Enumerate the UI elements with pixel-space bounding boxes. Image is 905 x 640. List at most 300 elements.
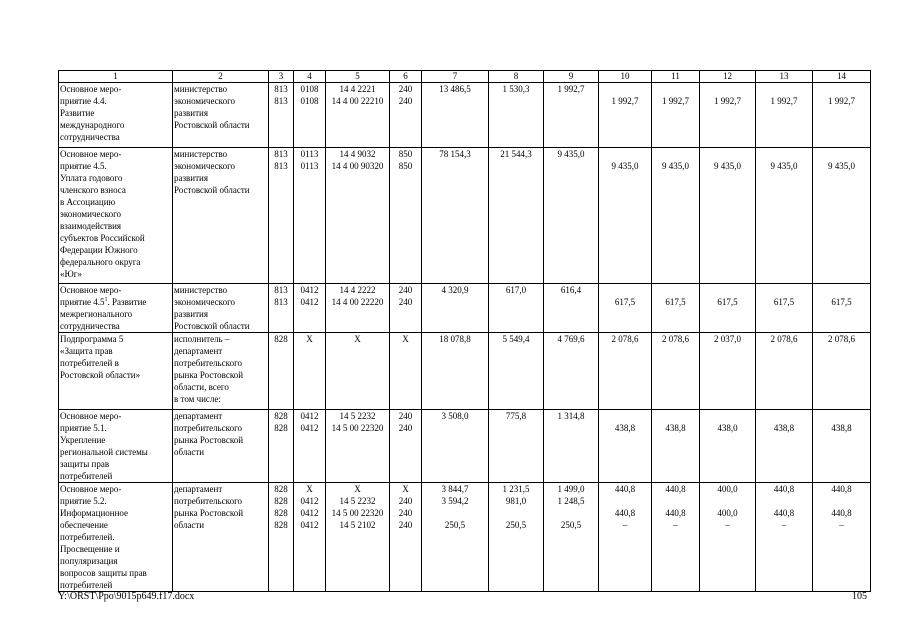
total-cell: [422, 483, 489, 592]
cell-line: [757, 83, 811, 95]
cell-line: 14 5 2232: [339, 411, 376, 421]
header-cell: 11: [652, 71, 700, 83]
cell-line: экономического: [60, 209, 122, 219]
cell-line: [757, 284, 811, 296]
superscript: 1: [104, 297, 108, 303]
cell-line: сотрудничества: [60, 132, 120, 142]
year-value-cell: [544, 284, 599, 333]
cell-line: Ростовской области: [174, 321, 250, 331]
header-row: [59, 71, 871, 83]
cell-line: субъектов Российской: [60, 233, 145, 243]
cell-line: 828: [274, 334, 288, 344]
cell-line: 0113: [300, 149, 319, 159]
cell-line: 0412: [300, 297, 319, 307]
cell-line: «Защита прав: [60, 346, 113, 356]
cell-line: 775,8: [505, 411, 527, 421]
cell-line: 14 5 00 22320: [331, 508, 384, 518]
cell-line: министерство: [174, 285, 228, 295]
cell-line: [490, 507, 542, 519]
cell-line: межрегионального: [60, 309, 133, 319]
budget-table: [58, 70, 871, 592]
cell-line: 2 037,0: [714, 334, 741, 344]
header-cell: 12: [700, 71, 756, 83]
cell-line: 4 769,6: [557, 334, 585, 344]
header-cell: 3: [269, 71, 294, 83]
cell-line: 14 5 2232: [339, 496, 376, 506]
responsible-org-cell: [173, 148, 269, 284]
cell-line: 1 992,7: [714, 96, 741, 106]
cell-line: 440,8: [665, 484, 686, 494]
cell-line: 440,8: [831, 508, 852, 518]
cell-line: X: [354, 334, 361, 344]
cell-line: 438,8: [614, 423, 636, 433]
cell-line: 2 078,6: [828, 334, 855, 344]
total-cell: [422, 83, 489, 148]
year-value-cell: [700, 284, 756, 333]
table-row: [59, 83, 871, 148]
csr-cell: [326, 284, 390, 333]
cell-line: 0412: [300, 285, 319, 295]
rzpr-cell: [294, 284, 326, 333]
cell-line: Укрепление: [60, 435, 106, 445]
cell-line: 1 231,5: [502, 484, 530, 494]
cell-line: 828: [274, 411, 288, 421]
cell-text: приятие 4.5: [60, 297, 105, 307]
cell-line: 240: [398, 84, 413, 94]
cell-line: 2 078,6: [611, 334, 639, 344]
cell-line: департамент: [174, 346, 223, 356]
rzpr-cell: [294, 83, 326, 148]
cell-line: [701, 148, 754, 160]
cell-line: 13 486,5: [439, 84, 471, 94]
header-cell: 7: [422, 71, 489, 83]
cell-line: потребителей: [60, 580, 113, 590]
year-value-cell: [756, 148, 813, 284]
header-cell: 9: [544, 71, 599, 83]
cell-line: потребительского: [174, 496, 243, 506]
cell-line: [653, 148, 698, 160]
year-value-cell: [756, 333, 813, 410]
cell-line: 828: [274, 520, 288, 530]
cell-line: Ростовской области: [174, 120, 250, 130]
cell-line: 617,5: [665, 297, 686, 307]
cell-line: в том числе:: [174, 394, 221, 404]
cell-line: 440,8: [665, 508, 686, 518]
year-value-cell: [599, 410, 652, 483]
cell-line: 813: [274, 297, 288, 307]
year-value-cell: [544, 333, 599, 410]
cell-line: 438,0: [717, 423, 738, 433]
cell-line: [757, 410, 811, 422]
cell-line: 1 992,7: [611, 96, 639, 106]
cell-line: 0108: [300, 84, 319, 94]
cell-line: Развитие: [60, 108, 95, 118]
total-cell: [422, 148, 489, 284]
cell-line: Просвещение и: [60, 544, 120, 554]
vr-cell: [390, 284, 422, 333]
cell-line: федерального округа: [60, 257, 141, 267]
cell-line: приятие 5.1.: [60, 423, 107, 433]
header-cell: 8: [489, 71, 544, 83]
cell-line: 1 530,3: [502, 84, 530, 94]
cell-line: [814, 410, 869, 422]
cell-line: 981,0: [505, 496, 527, 506]
cell-line: –: [725, 520, 730, 530]
csr-cell: [326, 148, 390, 284]
cell-line: 0412: [300, 496, 319, 506]
cell-line: 240: [398, 411, 413, 421]
cell-line: 617,5: [831, 297, 852, 307]
cell-line: приятие 4.4.: [60, 96, 107, 106]
cell-line: потребителей: [60, 471, 113, 481]
cell-line: 14 4 00 90320: [331, 161, 384, 171]
total-cell: [422, 410, 489, 483]
year-value-cell: [652, 284, 700, 333]
cell-line: 3 594,2: [441, 496, 469, 506]
year-value-cell: [756, 483, 813, 592]
grbs-cell: [269, 410, 294, 483]
grbs-cell: [269, 148, 294, 284]
cell-line: [600, 284, 650, 296]
cell-line: [814, 495, 869, 507]
cell-line: 813: [274, 96, 288, 106]
cell-line: 250,5: [560, 520, 582, 530]
cell-line: 9 435,0: [611, 161, 639, 171]
cell-line: 240: [398, 285, 413, 295]
year-value-cell: [756, 83, 813, 148]
cell-line: 400,0: [717, 484, 738, 494]
cell-line: 3 508,0: [441, 411, 469, 421]
cell-line: рынка Ростовской: [174, 508, 244, 518]
cell-line: Основное меро-: [60, 411, 122, 421]
year-value-cell: [652, 148, 700, 284]
cell-line: 14 4 2221: [339, 84, 376, 94]
cell-line: 438,8: [665, 423, 686, 433]
year-value-cell: [756, 284, 813, 333]
header-cell: 14: [813, 71, 871, 83]
cell-line: [600, 410, 650, 422]
vr-cell: [390, 483, 422, 592]
cell-line: 0412: [300, 520, 319, 530]
cell-text: . Развитие: [107, 297, 147, 307]
cell-line: [653, 410, 698, 422]
total-cell: [422, 333, 489, 410]
year-value-cell: [700, 148, 756, 284]
header-cell: 4: [294, 71, 326, 83]
cell-line: [701, 83, 754, 95]
table-row: [59, 333, 871, 410]
cell-line: 250,5: [505, 520, 527, 530]
cell-line: 4 320,9: [441, 285, 469, 295]
cell-line: 21 544,3: [500, 149, 532, 159]
cell-line: 240: [398, 508, 413, 518]
csr-cell: [326, 333, 390, 410]
cell-line: вопросов защиты прав: [60, 568, 147, 578]
year-value-cell: [489, 148, 544, 284]
cell-line: области: [174, 447, 205, 457]
cell-line: 828: [274, 496, 288, 506]
cell-line: 14 5 00 22320: [331, 423, 384, 433]
year-value-cell: [813, 483, 871, 592]
cell-line: X: [402, 484, 409, 494]
cell-line: 813: [274, 285, 288, 295]
grbs-cell: [269, 333, 294, 410]
cell-line: Ростовской области»: [60, 370, 141, 380]
responsible-org-cell: [173, 333, 269, 410]
cell-line: 1 992,7: [770, 96, 798, 106]
year-value-cell: [544, 410, 599, 483]
responsible-org-cell: [173, 483, 269, 592]
cell-line: [701, 410, 754, 422]
cell-line: Уплата годового: [60, 173, 123, 183]
cell-line: 617,5: [773, 297, 795, 307]
grbs-cell: [269, 284, 294, 333]
cell-line: Основное меро-: [60, 285, 122, 295]
cell-line: области: [174, 520, 205, 530]
cell-line: –: [673, 520, 678, 530]
vr-cell: [390, 410, 422, 483]
cell-line: [814, 83, 869, 95]
year-value-cell: [813, 333, 871, 410]
event-name-cell: [59, 410, 173, 483]
cell-line: [653, 284, 698, 296]
year-value-cell: [599, 148, 652, 284]
cell-line: [600, 83, 650, 95]
cell-line: [701, 284, 754, 296]
year-value-cell: [813, 284, 871, 333]
cell-line: 813: [274, 149, 288, 159]
cell-line: 828: [274, 423, 288, 433]
cell-line: сотрудничества: [60, 321, 120, 331]
cell-line: популяризация: [60, 556, 118, 566]
cell-line: экономического: [174, 297, 236, 307]
cell-line: 1 248,5: [557, 496, 585, 506]
year-value-cell: [544, 83, 599, 148]
year-value-cell: [489, 284, 544, 333]
cell-line: Ростовской области: [174, 185, 250, 195]
year-value-cell: [489, 83, 544, 148]
cell-line: потребителей в: [60, 358, 119, 368]
cell-line: [814, 148, 869, 160]
cell-line: 828: [274, 484, 288, 494]
cell-line: [757, 148, 811, 160]
cell-line: 9 435,0: [557, 149, 585, 159]
csr-cell: [326, 83, 390, 148]
cell-line: 0108: [300, 96, 319, 106]
header-cell: 5: [326, 71, 390, 83]
cell-line: потребителей.: [60, 532, 115, 542]
cell-line: X: [354, 484, 361, 494]
responsible-org-cell: [173, 284, 269, 333]
vr-cell: [390, 333, 422, 410]
cell-line: 2 078,6: [770, 334, 798, 344]
cell-line: 0412: [300, 411, 319, 421]
cell-line: 14 4 9032: [339, 149, 376, 159]
cell-line: международного: [60, 120, 125, 130]
cell-line: [423, 507, 487, 519]
cell-line: 440,8: [773, 484, 795, 494]
csr-cell: [326, 483, 390, 592]
cell-line: 400,0: [717, 508, 738, 518]
cell-line: 440,8: [614, 484, 636, 494]
cell-line: департамент: [174, 484, 223, 494]
cell-line: 1 314,8: [557, 411, 585, 421]
table-row: [59, 483, 871, 592]
cell-line: развития: [174, 309, 209, 319]
cell-line: 440,8: [614, 508, 636, 518]
cell-line: рынка Ростовской: [174, 370, 244, 380]
page-number: 105: [852, 591, 867, 602]
cell-line: 9 435,0: [714, 161, 741, 171]
responsible-org-cell: [173, 410, 269, 483]
header-cell: 2: [173, 71, 269, 83]
cell-line: 1 992,7: [557, 84, 585, 94]
table-row: [59, 148, 871, 284]
cell-line: в Ассоциацию: [60, 197, 116, 207]
year-value-cell: [599, 284, 652, 333]
cell-line: 240: [398, 297, 413, 307]
cell-line: 828: [274, 508, 288, 518]
cell-line: приятие 4.5.: [60, 161, 107, 171]
cell-line: приятие 5.2.: [60, 496, 107, 506]
cell-line: 850: [398, 149, 413, 159]
cell-line: Основное меро-: [60, 84, 122, 94]
cell-line: экономического: [174, 161, 236, 171]
header-cell: 6: [390, 71, 422, 83]
cell-line: Основное меро-: [60, 149, 122, 159]
year-value-cell: [700, 83, 756, 148]
cell-line: 14 4 00 22220: [331, 297, 384, 307]
cell-line: 1 992,7: [828, 96, 855, 106]
cell-line: 18 078,8: [439, 334, 471, 344]
cell-line: 240: [398, 520, 413, 530]
event-name-cell: [59, 148, 173, 284]
event-name-cell: [59, 284, 173, 333]
cell-line: Федерации Южного: [60, 245, 138, 255]
cell-line: [757, 495, 811, 507]
cell-line: 440,8: [773, 508, 795, 518]
cell-line: 617,5: [614, 297, 636, 307]
cell-line: департамент: [174, 411, 223, 421]
cell-line: X: [306, 484, 313, 494]
cell-line: защиты прав: [60, 459, 110, 469]
cell-line: 240: [398, 423, 413, 433]
year-value-cell: [489, 410, 544, 483]
csr-cell: [326, 410, 390, 483]
cell-line: 250,5: [444, 520, 466, 530]
cell-line: Основное меро-: [60, 484, 122, 494]
vr-cell: [390, 148, 422, 284]
rzpr-cell: [294, 148, 326, 284]
year-value-cell: [652, 333, 700, 410]
cell-line: 438,8: [831, 423, 852, 433]
grbs-cell: [269, 83, 294, 148]
cell-line: региональной системы: [60, 447, 148, 457]
cell-line: 5 549,4: [502, 334, 530, 344]
year-value-cell: [489, 333, 544, 410]
cell-line: [653, 495, 698, 507]
cell-line: 1 992,7: [662, 96, 689, 106]
event-name-cell: [59, 483, 173, 592]
year-value-cell: [700, 333, 756, 410]
cell-line: 14 4 00 22210: [331, 96, 384, 106]
cell-line: министерство: [174, 84, 228, 94]
cell-line: [600, 495, 650, 507]
cell-line: исполнитель –: [174, 334, 230, 344]
year-value-cell: [489, 483, 544, 592]
vr-cell: [390, 83, 422, 148]
year-value-cell: [652, 83, 700, 148]
cell-line: [60, 296, 171, 308]
cell-line: 240: [398, 96, 413, 106]
cell-line: 9 435,0: [770, 161, 798, 171]
responsible-org-cell: [173, 83, 269, 148]
cell-line: взаимодействия: [60, 221, 122, 231]
cell-line: 9 435,0: [662, 161, 689, 171]
cell-line: потребительского: [174, 358, 243, 368]
file-path: Y:\ORST\Ppo\9015p649.f17.docx: [58, 591, 195, 602]
cell-line: 616,4: [560, 285, 582, 295]
cell-line: –: [622, 520, 628, 530]
cell-line: 813: [274, 84, 288, 94]
cell-line: 240: [398, 496, 413, 506]
cell-line: развития: [174, 108, 209, 118]
cell-line: Информационное: [60, 508, 129, 518]
year-value-cell: [652, 410, 700, 483]
year-value-cell: [756, 410, 813, 483]
cell-line: 617,5: [717, 297, 738, 307]
rzpr-cell: [294, 483, 326, 592]
cell-line: 0412: [300, 423, 319, 433]
cell-line: X: [402, 334, 409, 344]
rzpr-cell: [294, 333, 326, 410]
header-cell: 10: [599, 71, 652, 83]
year-value-cell: [599, 483, 652, 592]
cell-line: развития: [174, 173, 209, 183]
cell-line: 617,0: [505, 285, 527, 295]
cell-line: 14 5 2102: [339, 520, 376, 530]
year-value-cell: [700, 410, 756, 483]
year-value-cell: [813, 83, 871, 148]
cell-line: 1 499,0: [557, 484, 585, 494]
cell-line: [653, 83, 698, 95]
cell-line: X: [306, 334, 313, 344]
year-value-cell: [544, 483, 599, 592]
grbs-cell: [269, 483, 294, 592]
cell-line: 14 4 2222: [339, 285, 376, 295]
cell-line: [701, 495, 754, 507]
event-name-cell: [59, 83, 173, 148]
cell-line: 0412: [300, 508, 319, 518]
year-value-cell: [700, 483, 756, 592]
cell-line: [545, 507, 597, 519]
cell-line: 0113: [300, 161, 319, 171]
year-value-cell: [599, 83, 652, 148]
year-value-cell: [544, 148, 599, 284]
cell-line: –: [839, 520, 844, 530]
rzpr-cell: [294, 410, 326, 483]
cell-line: [600, 148, 650, 160]
cell-line: 9 435,0: [828, 161, 855, 171]
cell-line: членского взноса: [60, 185, 126, 195]
year-value-cell: [813, 148, 871, 284]
cell-line: 3 844,7: [441, 484, 469, 494]
header-cell: 1: [59, 71, 173, 83]
cell-line: 440,8: [831, 484, 852, 494]
cell-line: 813: [274, 161, 288, 171]
cell-line: Подпрограмма 5: [60, 334, 124, 344]
cell-line: [814, 284, 869, 296]
